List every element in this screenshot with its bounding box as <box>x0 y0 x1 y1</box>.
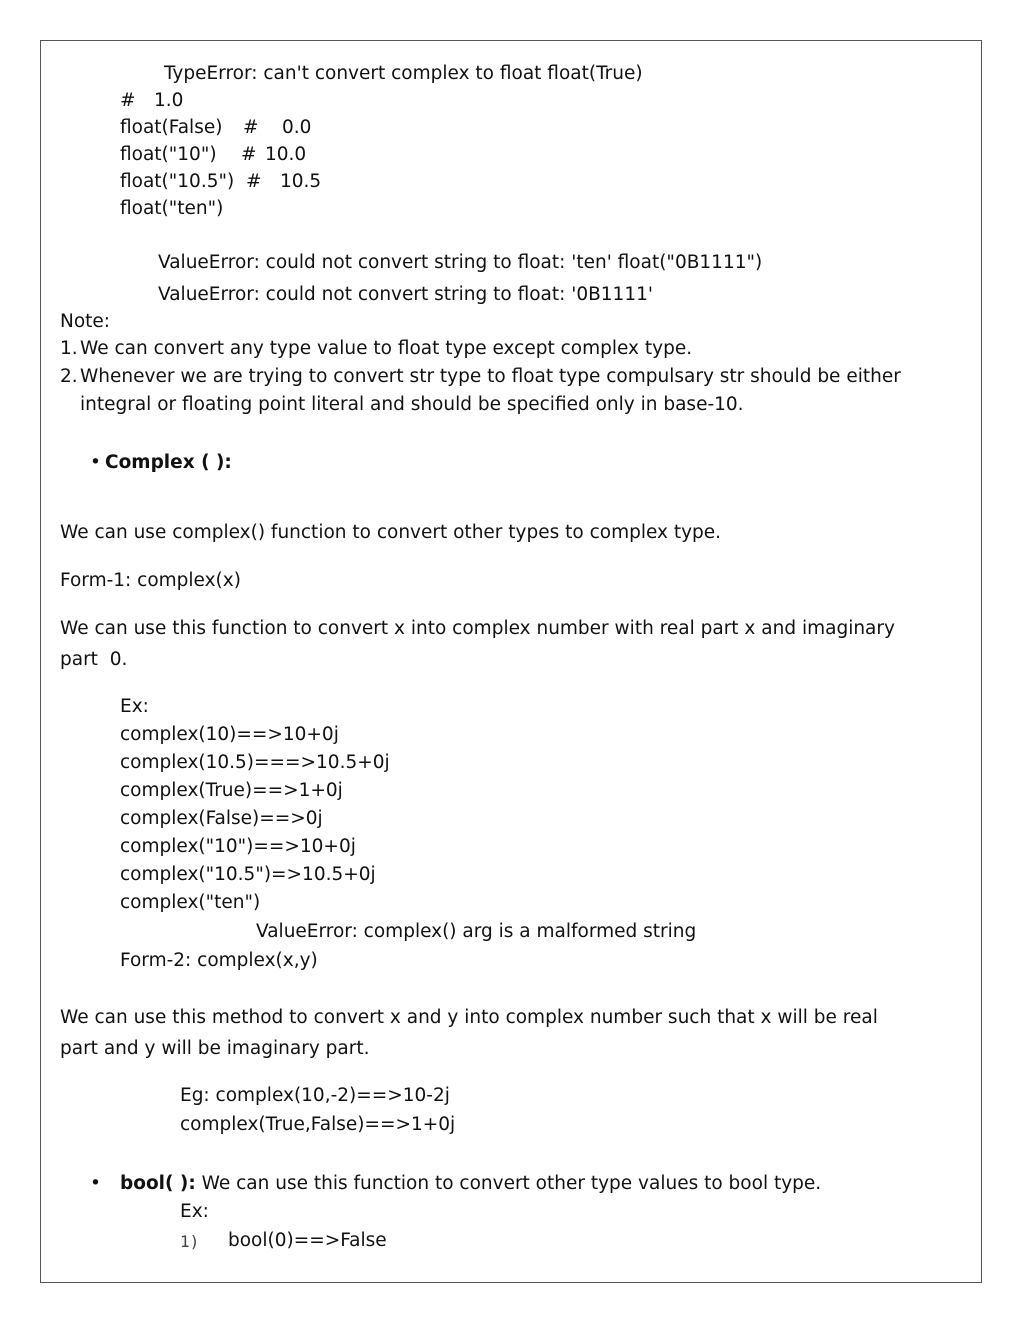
float-ten-code: float("ten") <box>120 198 224 219</box>
value-error-line: ValueError: could not convert string to float: '0B1111' <box>158 284 653 305</box>
bullet-icon: • <box>90 1173 101 1194</box>
bullet-icon: • <box>90 452 101 473</box>
note-item-1: We can convert any type value to float type except complex type. <box>80 338 693 359</box>
form-2-description-continued: part and y will be imaginary part. <box>60 1038 370 1059</box>
complex-eg-2: complex(True,False)==>1+0j <box>180 1114 456 1135</box>
float-result: 1.0 <box>154 90 184 111</box>
form-2-title: Form-2: complex(x,y) <box>120 950 318 971</box>
float-result: 10.0 <box>265 144 307 165</box>
hash-marker: # <box>246 171 262 192</box>
complex-example: complex("ten") <box>120 892 261 913</box>
complex-example: complex("10")==>10+0j <box>120 836 356 857</box>
complex-example: complex(10)==>10+0j <box>120 724 339 745</box>
note-item-number: 1. <box>60 338 78 359</box>
complex-intro: We can use complex() function to convert other types to complex type. <box>60 522 722 543</box>
note-item-2-continued: integral or floating point literal and should be specified only in base-10. <box>80 394 744 415</box>
bool-description: We can use this function to convert other type values to bool type. <box>195 1173 822 1194</box>
bool-paragraph <box>120 1173 821 1195</box>
float-10-code: float("10") <box>120 144 217 165</box>
form-1-title: Form-1: complex(x) <box>60 570 241 591</box>
note-item-number: 2. <box>60 366 78 387</box>
complex-example: complex(10.5)===>10.5+0j <box>120 752 390 773</box>
form-2-description: We can use this method to convert x and y into complex number such that x will be real <box>60 1007 878 1028</box>
bool-heading: bool( ): <box>120 1173 196 1194</box>
hash-marker: # <box>120 90 136 111</box>
complex-example: complex("10.5")=>10.5+0j <box>120 864 376 885</box>
float-10-5-code: float("10.5") <box>120 171 235 192</box>
example-label: Ex: <box>120 696 149 717</box>
form-1-description-continued: part 0. <box>60 649 128 670</box>
example-label: Ex: <box>180 1201 209 1222</box>
complex-heading: Complex ( ): <box>105 452 232 473</box>
complex-example: complex(True)==>1+0j <box>120 780 343 801</box>
hash-marker: # <box>243 117 259 138</box>
complex-value-error: ValueError: complex() arg is a malformed string <box>256 921 697 942</box>
note-item-2: Whenever we are trying to convert str type to float type compulsary str should be either <box>80 366 901 387</box>
float-result: 10.5 <box>280 171 322 192</box>
bool-example: bool(0)==>False <box>228 1230 387 1251</box>
form-1-description: We can use this function to convert x into complex number with real part x and imaginary <box>60 618 895 639</box>
float-result: 0.0 <box>282 117 312 138</box>
note-title: Note: <box>60 311 111 332</box>
float-false-code: float(False) <box>120 117 223 138</box>
hash-marker: # <box>241 144 257 165</box>
complex-example: complex(False)==>0j <box>120 808 323 829</box>
value-error-line: ValueError: could not convert string to float: 'ten' float("0B1111") <box>158 252 763 273</box>
bool-item-number: 1) <box>180 1232 200 1251</box>
type-error-line: TypeError: can't convert complex to float float(True) <box>164 63 643 84</box>
complex-eg-1: Eg: complex(10,-2)==>10-2j <box>180 1085 450 1106</box>
